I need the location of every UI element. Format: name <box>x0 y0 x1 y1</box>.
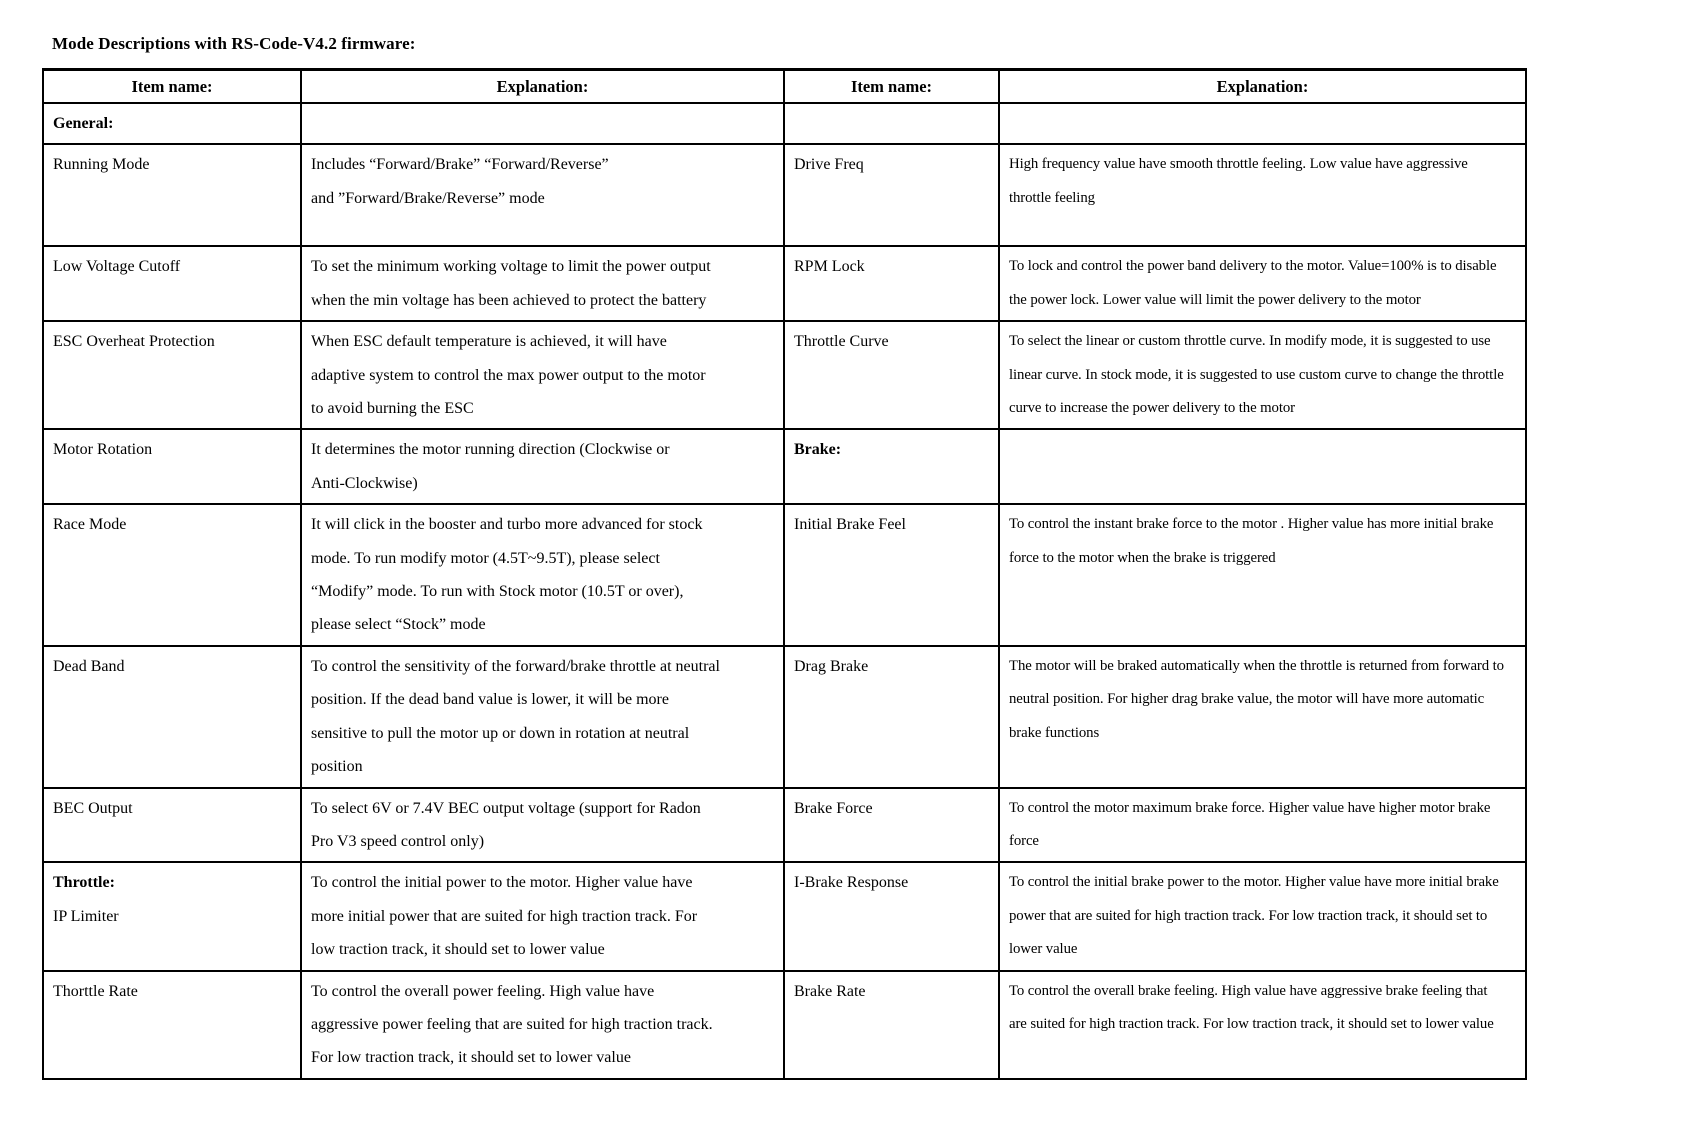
text-line: The motor will be braked automatically when the throttle is returned from forward to <box>1009 657 1504 674</box>
text-line: Motor Rotation <box>53 441 153 459</box>
item-name-cell <box>784 321 999 429</box>
text-line: I-Brake Response <box>794 874 909 892</box>
text-line: Brake Rate <box>794 982 866 1000</box>
text-line: To control the initial brake power to the motor. Higher value have more initial brake <box>1009 874 1499 891</box>
item-name-cell <box>784 971 999 1079</box>
explanation-cell <box>999 103 1526 144</box>
text-line: adaptive system to control the max power output to the motor <box>311 366 706 384</box>
text-line: RPM Lock <box>794 258 865 276</box>
explanation-cell <box>999 144 1526 246</box>
text-line: To control the instant brake force to the motor . Higher value has more initial brake <box>1009 516 1494 533</box>
item-name-cell <box>784 144 999 246</box>
item-name-cell <box>43 321 301 429</box>
explanation-cell <box>301 103 784 144</box>
text-line: to avoid burning the ESC <box>311 400 474 418</box>
text-line: To control the motor maximum brake force. Higher value have higher motor brake <box>1009 799 1491 816</box>
text-line: force <box>1009 832 1039 849</box>
text-line: power that are suited for high traction track. For low traction track, it should set to <box>1009 907 1488 924</box>
item-name-cell <box>784 646 999 788</box>
table-row <box>43 504 1526 646</box>
text-line: curve to increase the power delivery to the motor <box>1009 400 1295 417</box>
explanation-cell <box>999 321 1526 429</box>
text-line: Race Mode <box>53 516 127 534</box>
item-name-cell <box>43 862 301 970</box>
text-line: It determines the motor running direction (Clockwise or <box>311 441 670 459</box>
explanation-cell <box>999 646 1526 788</box>
text-line: Running Mode <box>53 156 150 174</box>
text-line: position <box>311 758 363 776</box>
table-row <box>43 788 1526 863</box>
text-line: ESC Overheat Protection <box>53 333 215 351</box>
text-line: more initial power that are suited for high traction track. For <box>311 907 698 925</box>
text-line: sensitive to pull the motor up or down in rotation at neutral <box>311 724 690 742</box>
item-name-cell <box>784 788 999 863</box>
text-line: linear curve. In stock mode, it is suggested to use custom curve to change the throttle <box>1009 366 1504 383</box>
text-line: BEC Output <box>53 799 133 817</box>
item-name-cell <box>43 429 301 504</box>
table-row <box>43 321 1526 429</box>
explanation-cell <box>999 504 1526 646</box>
table-row <box>43 971 1526 1079</box>
text-line: brake functions <box>1009 724 1100 741</box>
column-header-explanation-1: Explanation: <box>301 70 784 104</box>
text-line: Brake Force <box>794 799 873 817</box>
table-body <box>43 103 1526 1079</box>
text-line: low traction track, it should set to lower value <box>311 941 605 959</box>
explanation-cell <box>301 246 784 321</box>
text-line: and ”Forward/Brake/Reverse” mode <box>311 189 545 207</box>
text-line: Drive Freq <box>794 156 864 174</box>
table-row <box>43 429 1526 504</box>
explanation-cell <box>301 504 784 646</box>
text-line: Anti-Clockwise) <box>311 474 418 492</box>
explanation-cell <box>999 971 1526 1079</box>
item-name-cell <box>43 788 301 863</box>
header-row <box>43 70 1526 104</box>
text-line: To select the linear or custom throttle curve. In modify mode, it is suggested to use <box>1009 333 1491 350</box>
explanation-cell <box>301 862 784 970</box>
column-header-explanation-2: Explanation: <box>999 70 1526 104</box>
explanation-cell <box>999 788 1526 863</box>
text-line: Initial Brake Feel <box>794 516 906 534</box>
text-line: throttle feeling <box>1009 189 1095 206</box>
table-row <box>43 862 1526 970</box>
text-line: To control the overall power feeling. High value have <box>311 982 655 1000</box>
column-header-item-name-1: Item name: <box>43 70 301 104</box>
item-name-cell <box>784 103 999 144</box>
text-line: When ESC default temperature is achieved, it will have <box>311 333 667 351</box>
text-line: mode. To run modify motor (4.5T~9.5T), please select <box>311 549 660 567</box>
text-line: neutral position. For higher drag brake value, the motor will have more automatic <box>1009 691 1485 708</box>
item-name-cell <box>43 646 301 788</box>
text-line: Includes “Forward/Brake” “Forward/Reverse” <box>311 156 609 174</box>
table-row <box>43 646 1526 788</box>
explanation-cell <box>301 321 784 429</box>
text-line: Low Voltage Cutoff <box>53 258 181 276</box>
explanation-cell <box>301 429 784 504</box>
explanation-cell <box>999 246 1526 321</box>
text-line: Pro V3 speed control only) <box>311 832 485 850</box>
item-name-cell <box>784 429 999 504</box>
text-line: Dead Band <box>53 657 125 675</box>
explanation-cell <box>999 862 1526 970</box>
text-line: Drag Brake <box>794 657 869 675</box>
item-name-cell <box>784 862 999 970</box>
text-line: position. If the dead band value is lower, it will be more <box>311 691 669 709</box>
item-name-cell <box>43 144 301 246</box>
text-line: when the min voltage has been achieved to protect the battery <box>311 291 707 309</box>
text-line: IP Limiter <box>53 907 119 925</box>
page-title: Mode Descriptions with RS-Code-V4.2 firmware: <box>52 34 416 53</box>
text-line: the power lock. Lower value will limit the power delivery to the motor <box>1009 291 1421 308</box>
item-name-cell <box>43 103 301 144</box>
text-line: To lock and control the power band delivery to the motor. Value=100% is to disable <box>1009 258 1497 275</box>
text-line: To select 6V or 7.4V BEC output voltage (support for Radon <box>311 799 701 817</box>
item-name-cell <box>43 971 301 1079</box>
text-line: To control the initial power to the motor. Higher value have <box>311 874 693 892</box>
text-line: Brake: <box>794 441 842 459</box>
text-line: lower value <box>1009 941 1078 958</box>
text-line: For low traction track, it should set to lower value <box>311 1049 631 1067</box>
item-name-cell <box>784 504 999 646</box>
text-line: force to the motor when the brake is triggered <box>1009 549 1276 566</box>
text-line: To set the minimum working voltage to limit the power output <box>311 258 711 276</box>
explanation-cell <box>301 788 784 863</box>
item-name-cell <box>43 246 301 321</box>
table-row <box>43 103 1526 144</box>
item-name-cell <box>784 246 999 321</box>
explanation-cell <box>301 971 784 1079</box>
column-header-item-name-2: Item name: <box>784 70 999 104</box>
text-line: To control the overall brake feeling. High value have aggressive brake feeling that <box>1009 982 1488 999</box>
text-line: General: <box>53 115 114 132</box>
text-line: Thorttle Rate <box>53 982 138 1000</box>
text-line: “Modify” mode. To run with Stock motor (10.5T or over), <box>311 583 684 601</box>
explanation-cell <box>301 646 784 788</box>
mode-descriptions-table <box>42 68 1527 1080</box>
table-row <box>43 246 1526 321</box>
text-line: High frequency value have smooth throttle feeling. Low value have aggressive <box>1009 156 1468 173</box>
text-line: aggressive power feeling that are suited for high traction track. <box>311 1015 713 1033</box>
text-line: Throttle Curve <box>794 333 889 351</box>
text-line: are suited for high traction track. For low traction track, it should set to lower value <box>1009 1015 1494 1032</box>
text-line: To control the sensitivity of the forward/brake throttle at neutral <box>311 657 720 675</box>
text-line: It will click in the booster and turbo more advanced for stock <box>311 516 703 534</box>
item-name-cell <box>43 504 301 646</box>
explanation-cell <box>999 429 1526 504</box>
table-row <box>43 144 1526 246</box>
explanation-cell <box>301 144 784 246</box>
text-line: Throttle: <box>53 874 115 892</box>
text-line: please select “Stock” mode <box>311 616 486 634</box>
